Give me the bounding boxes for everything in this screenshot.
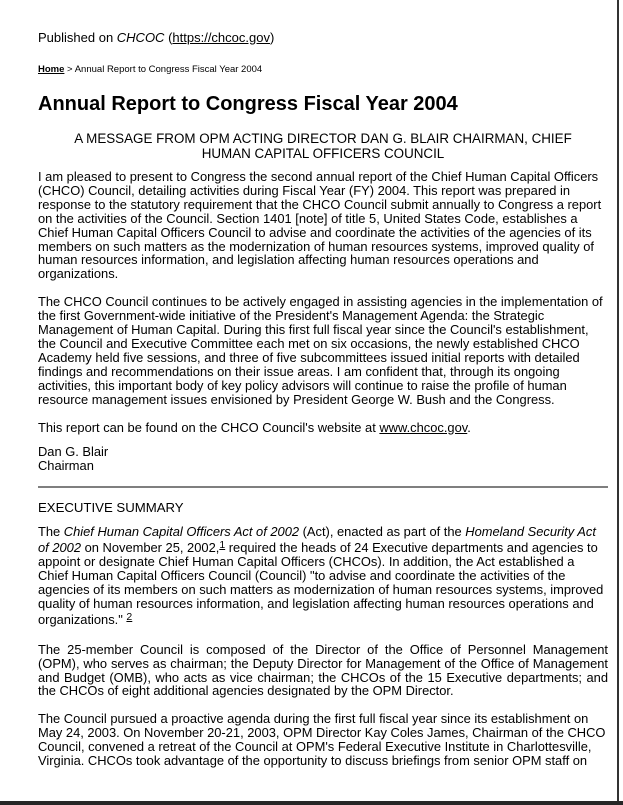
page-title: Annual Report to Congress Fiscal Year 2004 [38, 93, 458, 115]
message-paragraph-3 [38, 421, 608, 435]
signature-name: Dan G. Blair [38, 444, 109, 460]
chcoc-website-link[interactable]: www.chcoc.gov [379, 419, 468, 435]
breadcrumb-separator: > [64, 64, 75, 75]
breadcrumb [38, 64, 608, 75]
published-open-paren: ( [164, 30, 173, 45]
page-right-border [617, 0, 619, 805]
homeland-security-act-title: Homeland Security Act of 2002 [38, 524, 596, 556]
exec-p1-seg1: The [38, 524, 64, 540]
exec-p1-seg3: (Act), enacted as part of the [299, 524, 466, 540]
signature-block [38, 445, 608, 473]
footnote-1-link[interactable]: 1 [219, 539, 226, 552]
message-paragraph-1: I am pleased to present to Congress the second annual report of the Chief Human Capital Officers (CHCO) Council, detailing activities during Fiscal Year (FY) 2004. This report was prepared in response to the statutory requirement that the CHCO Council submit annually to Congress a report on the activities of the Council. Section 1401 [note] of title 5, United States Code, establishes a Chief Human Capital Officers Council to advise and coordinate the activities of the agencies of its members on such matters as the modernization of human resources systems, improved quality of human resources information, and legislation affecting human resources operations and organizations. [38, 169, 602, 282]
chco-act-title: Chief Human Capital Officers Act of 2002 [63, 524, 300, 540]
document-content [38, 30, 608, 768]
exec-paragraph-1 [38, 525, 608, 626]
published-prefix: Published on [38, 30, 117, 45]
page-bottom-border [0, 801, 623, 805]
section-divider [38, 486, 608, 488]
report-location-text: This report can be found on the CHCO Council's website at [38, 419, 380, 435]
breadcrumb-current: Annual Report to Congress Fiscal Year 2004 [74, 64, 263, 75]
signature-title: Chairman [38, 458, 94, 474]
published-close-paren: ) [269, 30, 275, 45]
exec-paragraph-3: The Council pursued a proactive agenda during the first full fiscal year since its establishment on May 24, 2003. On November 20-21, 2003, OPM Director Kay Coles James, Chairman of the CHCO Council, convened a retreat of the Council at OPM's Federal Executive Institute in Charlottesville, Virginia. CHCOs took advantage of the opportunity to discuss briefings from senior OPM staff on [38, 711, 606, 769]
breadcrumb-home-link[interactable]: Home [38, 64, 65, 75]
message-heading: A MESSAGE FROM OPM ACTING DIRECTOR DAN G. BLAIR CHAIRMAN, CHIEF HUMAN CAPITAL OFFICERS COUNCIL [74, 131, 572, 161]
published-line [38, 30, 608, 46]
exec-paragraph-2: The 25-member Council is composed of the Director of the Office of Personnel Management (OPM), who serves as chairman; the Deputy Director for Management of the Office of Management and Budget (OMB), who acts as vice chairman; the CHCOs of the 15 Executive departments; and the CHCOs of eight additional agencies designated by the OPM Director. [38, 641, 608, 699]
exec-p1-seg5: on November 25, 2002, [81, 540, 220, 556]
site-url-link[interactable]: https://chcoc.gov [172, 30, 270, 45]
message-paragraph-2: The CHCO Council continues to be actively engaged in assisting agencies in the implementation of the first Government-wide initiative of the President's Management Agenda: the Strategic Management of Human Capital. During this first full fiscal year since the Council's establishment, the Council and Executive Committee each met on six occasions, the newly established CHCO Academy held five sessions, and three of five subcommittees issued initial reports with detailed findings and recommendations on their issue areas. I am confident that, through its ongoing activities, this important body of key policy advisors will continue to raise the profile of human resource management issues envisioned by President George W. Bush and the Congress. [38, 294, 603, 407]
footnote-2-link[interactable]: 2 [126, 610, 133, 623]
executive-summary-heading: EXECUTIVE SUMMARY [38, 500, 184, 516]
site-name: CHCOC [116, 30, 165, 45]
report-location-suffix: . [467, 419, 471, 435]
exec-p1-seg6: required the heads of 24 Executive departments and agencies to appoint or designate Chief Human Capital Officers (CHCOs). In addition, the Act established a Chief Human Capital Officers Council (Council) "to advise and coordinate the activities of the agencies of its members on such matters as modernization of human resources systems, improved quality of human resources information, and legislation affecting human resources operations and organizations." [38, 540, 604, 627]
